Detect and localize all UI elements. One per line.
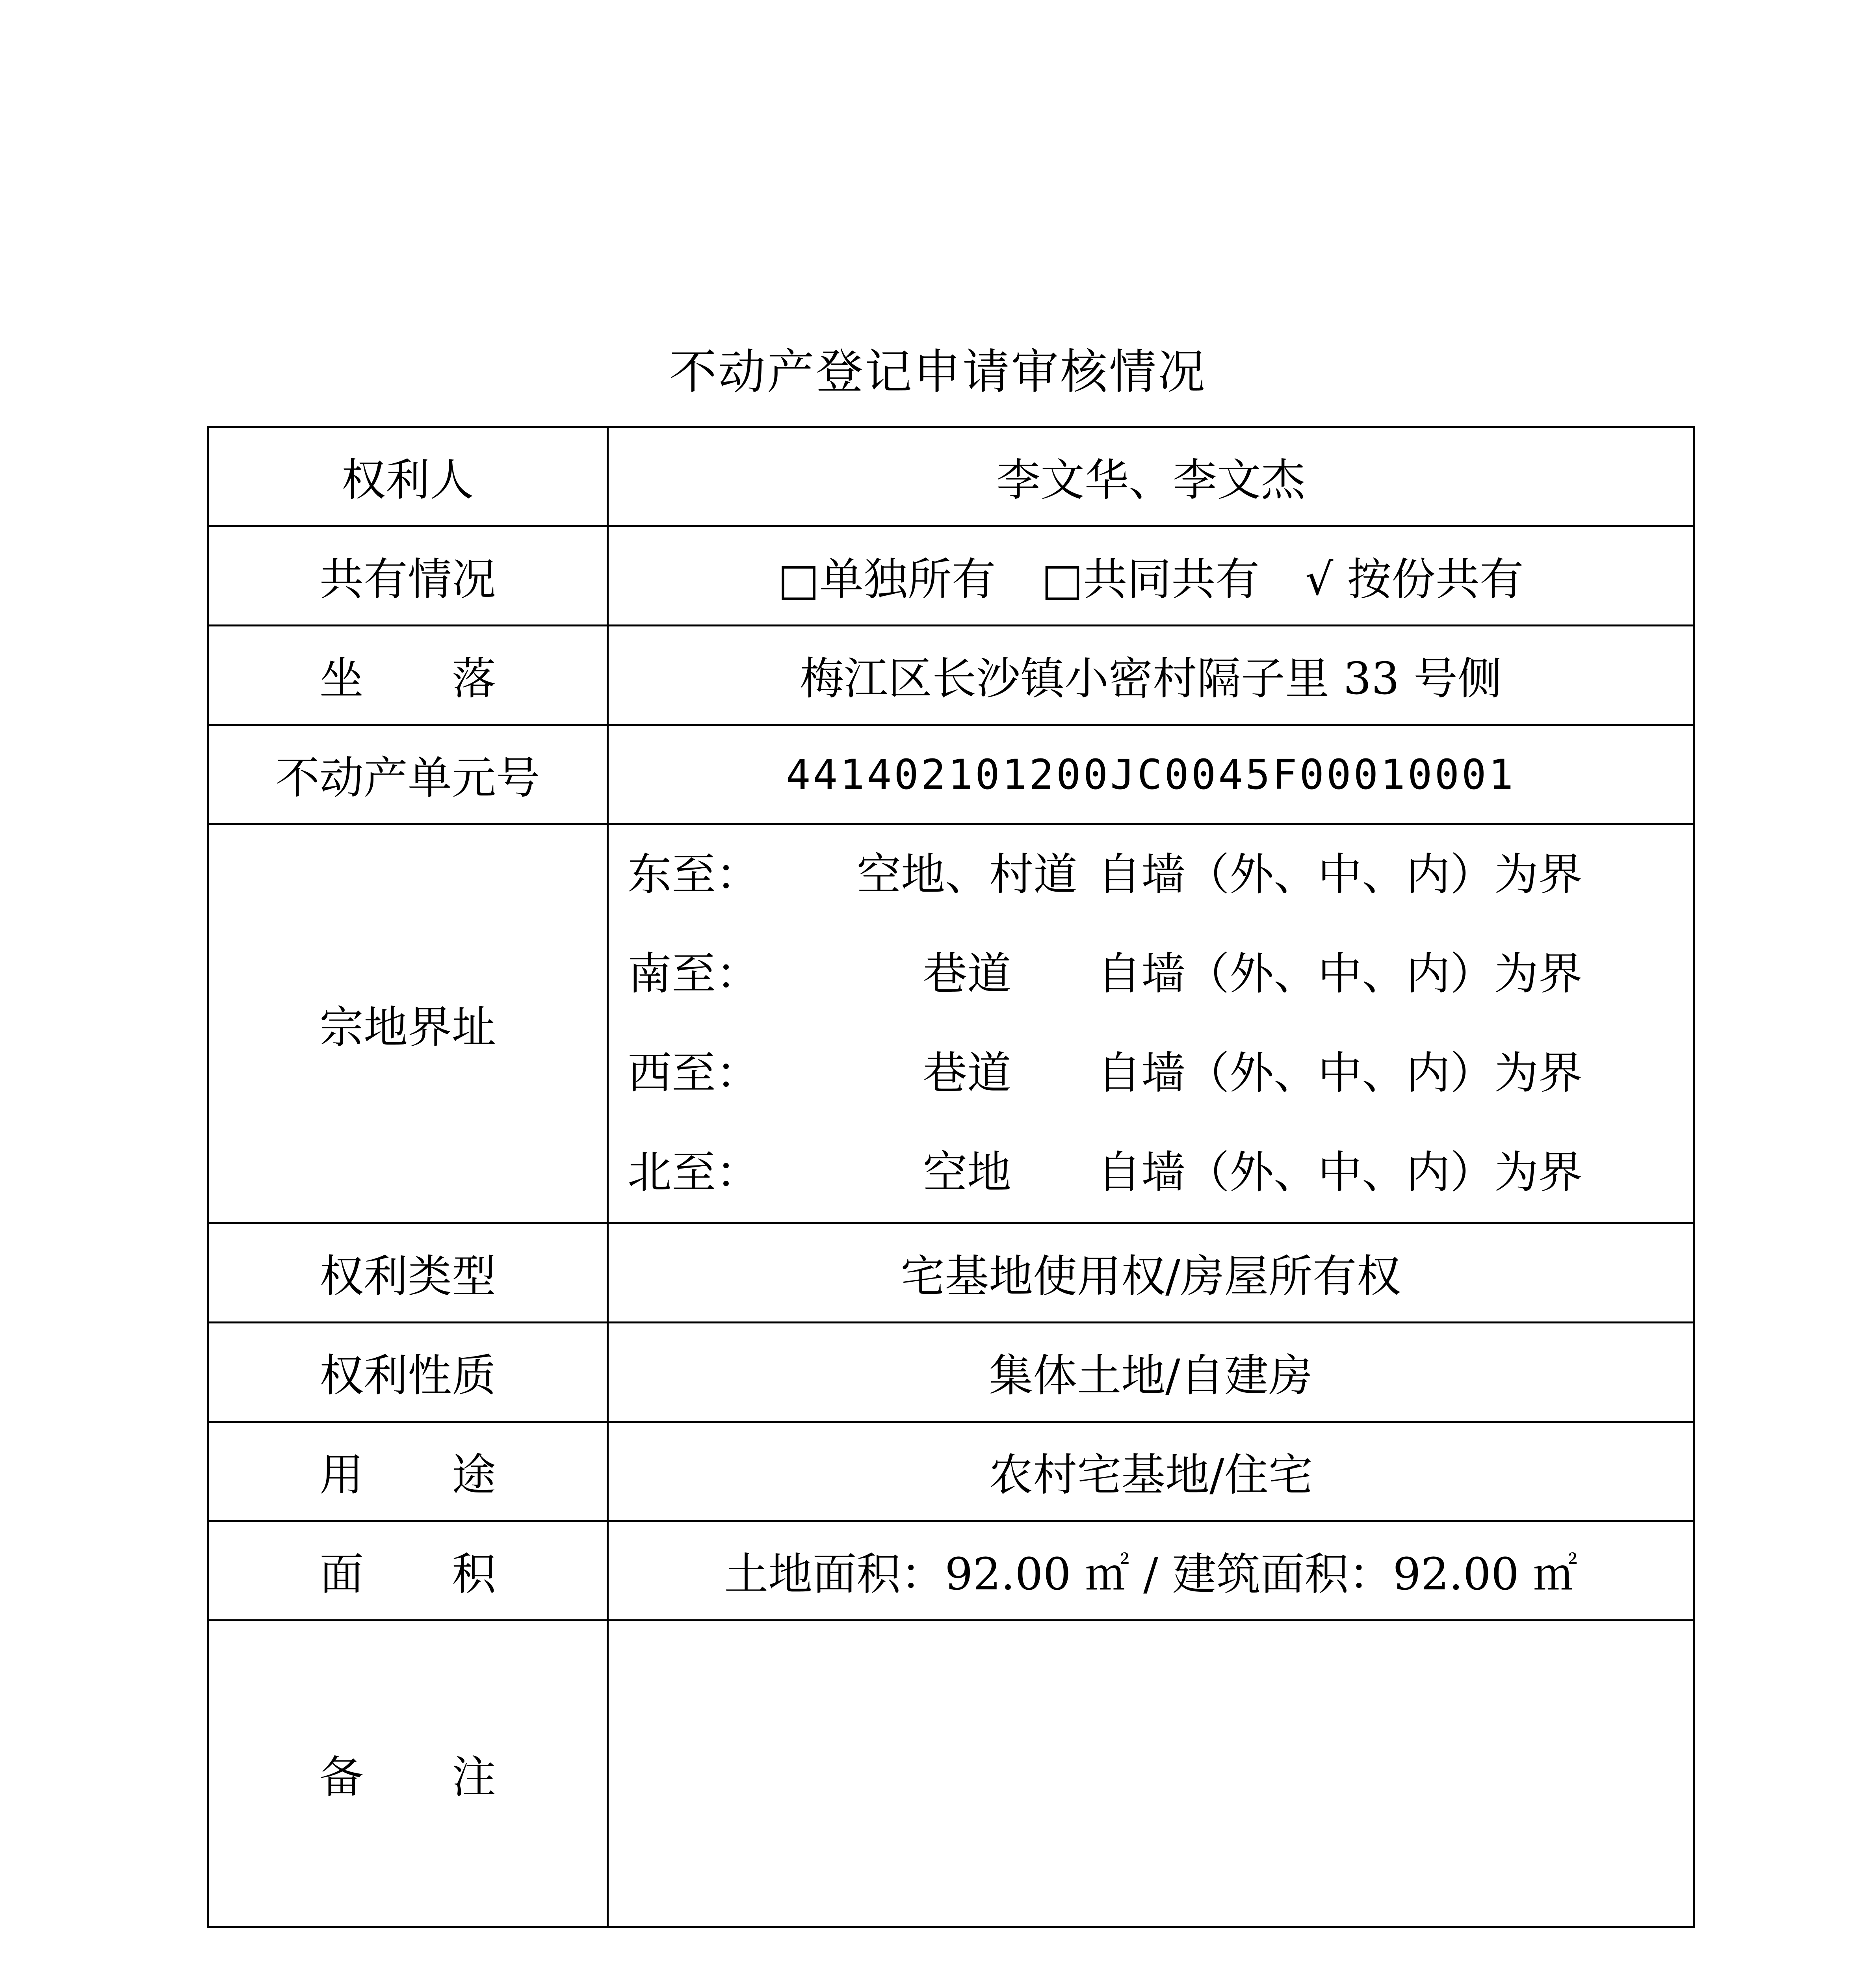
right-type-label: 权利类型 [208,1223,608,1323]
right-type-value: 宅基地使用权/房屋所有权 [608,1223,1694,1323]
boundary-label: 宗地界址 [208,824,608,1223]
option-share-ownership: √ 按份共有 [1305,554,1524,605]
boundary-west-dir: 西至： [628,1048,760,1099]
owner-label: 权利人 [208,427,608,526]
unit-number-label: 不动产单元号 [208,725,608,824]
boundary-north-what: 空地 [923,1147,1011,1198]
boundary-south [609,924,1693,1024]
boundary-west-wall: 自墙（外、中、内）为界 [1097,1048,1583,1099]
boundary-north-wall: 自墙（外、中、内）为界 [1097,1147,1583,1198]
boundary-west-what: 巷道 [923,1048,1011,1099]
boundary-south-wall: 自墙（外、中、内）为界 [1097,948,1583,1000]
owner-value: 李文华、李文杰 [608,427,1694,526]
table-row-right-nature [208,1323,1694,1422]
option-sole-ownership: □单独所有 [778,554,996,605]
table-row-usage [208,1422,1694,1521]
remarks-value [608,1621,1694,1927]
table-row-unit-number [208,725,1694,824]
boundary-east [609,825,1693,924]
boundary-west [609,1024,1693,1123]
area-value: 土地面积：92.00 ㎡ / 建筑面积：92.00 ㎡ [608,1521,1694,1621]
boundary-south-dir: 南至： [628,948,760,1000]
boundary-south-what: 巷道 [923,948,1011,1000]
boundary-east-dir: 东至： [628,849,760,900]
co-ownership-label: 共有情况 [208,526,608,626]
table-row-co-ownership [208,526,1694,626]
area-label: 面 积 [208,1521,608,1621]
co-ownership-options [608,526,1694,626]
table-row-location [208,626,1694,725]
usage-value: 农村宅基地/住宅 [608,1422,1694,1521]
location-label: 坐 落 [208,626,608,725]
option-joint-ownership: □共同共有 [1041,554,1260,605]
boundary-east-wall: 自墙（外、中、内）为界 [1097,849,1583,900]
table-row-area [208,1521,1694,1621]
right-nature-value: 集体土地/自建房 [608,1323,1694,1422]
boundary-north-dir: 北至： [628,1147,760,1198]
right-nature-label: 权利性质 [208,1323,608,1422]
table-row-remarks [208,1621,1694,1927]
boundary-east-what: 空地、村道 [857,849,1077,900]
table-row-right-type [208,1223,1694,1323]
location-value: 梅江区长沙镇小密村隔子里 33 号侧 [608,626,1694,725]
remarks-label: 备 注 [208,1621,608,1927]
page-title: 不动产登记申请审核情况 [669,345,1207,400]
table-row-boundary [208,824,1694,1223]
boundary-lines [608,824,1694,1223]
usage-label: 用 途 [208,1422,608,1521]
table-row-owner [208,427,1694,526]
unit-number-value: 441402101200JC0045F00010001 [608,725,1694,824]
review-table [207,426,1695,1928]
boundary-north [609,1123,1693,1222]
